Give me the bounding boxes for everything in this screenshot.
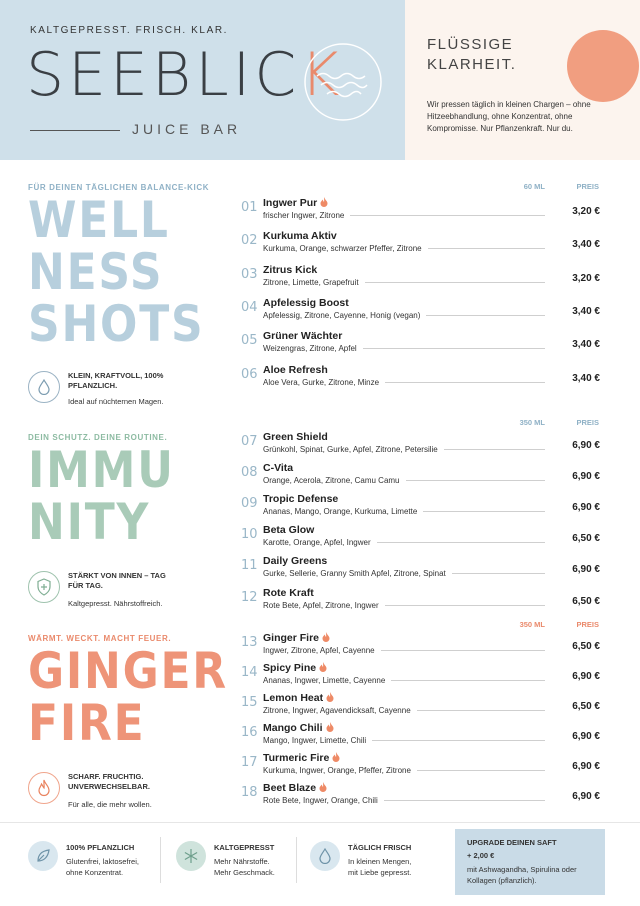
item-name: Apfelessig Boost [263, 296, 349, 309]
dot-leader [417, 710, 545, 711]
dot-leader [385, 605, 545, 606]
footer-item-title: 100% PFLANZLICH [66, 843, 135, 852]
dot-leader [452, 573, 545, 574]
item-ingredients: Aloe Vera, Gurke, Zitrone, Minze [263, 377, 380, 387]
footer-item-title: KALTGEPRESST [214, 843, 275, 852]
flame-icon [320, 197, 328, 207]
item-price: 6,90 € [572, 564, 600, 576]
item-ingredients: Ananas, Mango, Orange, Kurkuma, Limette [263, 507, 418, 517]
item-ingredients: Rote Bete, Ingwer, Orange, Chili [263, 796, 378, 805]
flame-icon [326, 692, 334, 702]
item-ingredients: Orange, Acerola, Zitrone, Camu Camu [263, 476, 400, 486]
item-price: 6,90 € [572, 731, 600, 742]
size-header: 350 ML [519, 620, 545, 629]
drop-icon [28, 371, 60, 403]
ginger-title-line: FIRE [28, 694, 146, 752]
item-name: Rote Kraft [263, 586, 314, 599]
item-number: 17 [241, 755, 258, 770]
price-header: PREIS [576, 182, 599, 191]
footer-item-text: Glutenfrei, laktosefrei, ohne Konzentrat. [66, 857, 139, 877]
ginger-title [28, 642, 228, 752]
item-name: Turmeric Fire [263, 752, 330, 764]
item-number: 10 [241, 527, 258, 543]
claim-line-2: KLARHEIT. [427, 56, 517, 73]
item-name: Beta Glow [263, 524, 315, 537]
item-name-wrap [263, 692, 334, 704]
menu-item [240, 587, 600, 617]
dot-leader [385, 382, 545, 383]
menu-item [240, 722, 600, 752]
size-header: 350 ML [519, 418, 545, 427]
item-name-wrap [263, 264, 317, 276]
header-banner [0, 0, 405, 160]
item-name: Ginger Fire [263, 632, 320, 644]
item-ingredients: Gurke, Sellerie, Granny Smith Apfel, Zitrone, Spinat [263, 569, 446, 579]
wellness-feature-title: KLEIN, KRAFTVOLL, 100% PFLANZLICH. [68, 371, 164, 390]
price-header: PREIS [576, 418, 599, 427]
wellness-kicker: FÜR DEINEN TÄGLICHEN BALANCE-KICK [28, 183, 210, 192]
upgrade-box [455, 829, 605, 895]
price-header: PREIS [576, 620, 599, 629]
item-ingredients: Zitrone, Limette, Grapefruit [263, 277, 359, 287]
item-number: 03 [241, 266, 258, 282]
menu-item [240, 752, 600, 782]
flame-icon [28, 772, 60, 804]
item-name-wrap [263, 197, 328, 209]
brand-main: SEEBLIC [26, 40, 301, 110]
divider [30, 130, 120, 131]
claim-panel [405, 0, 640, 160]
item-ingredients: Ingwer, Zitrone, Apfel, Cayenne [263, 646, 375, 655]
item-ingredients: Ananas, Ingwer, Limette, Cayenne [263, 676, 386, 685]
immunity-feature-sub: Kaltgepresst. Nährstoffreich. [68, 599, 163, 608]
immunity-kicker: DEIN SCHUTZ. DEINE ROUTINE. [28, 433, 168, 442]
item-name-wrap [263, 662, 327, 674]
footer [0, 822, 640, 906]
item-price: 3,40 € [572, 372, 600, 384]
item-name: Daily Greens [263, 555, 328, 568]
menu-item [240, 431, 600, 461]
brand-k: K [300, 40, 344, 110]
claim-line-1: FLÜSSIGE [427, 36, 514, 53]
item-name: Mango Chili [263, 722, 323, 734]
dot-leader [423, 511, 545, 512]
menu-item [240, 493, 600, 523]
claim-heading [427, 35, 516, 75]
flame-icon [322, 632, 330, 642]
item-ingredients: Grünkohl, Spinat, Gurke, Apfel, Zitrone, Petersilie [263, 445, 438, 454]
dot-leader [444, 449, 545, 450]
item-number: 02 [241, 233, 258, 249]
item-price: 3,40 € [572, 339, 600, 351]
item-price: 6,90 € [572, 671, 600, 682]
menu-item [240, 197, 600, 227]
wellness-title [28, 191, 205, 353]
footer-divider [160, 837, 161, 883]
item-number: 18 [241, 785, 258, 800]
menu-item [240, 364, 600, 394]
item-number: 04 [241, 299, 258, 315]
item-price: 3,20 € [572, 206, 600, 217]
item-ingredients: Rote Bete, Apfel, Zitrone, Ingwer [263, 600, 379, 610]
item-price: 6,50 € [572, 595, 600, 607]
item-number: 16 [241, 725, 258, 740]
flame-icon [326, 722, 334, 732]
flame-icon [319, 782, 327, 792]
dot-leader [391, 680, 545, 681]
menu-item [240, 632, 600, 662]
item-price: 6,90 € [572, 502, 600, 514]
wellness-title-line: NESS [28, 243, 164, 301]
item-number: 06 [241, 366, 258, 382]
immunity-title [28, 441, 175, 551]
menu-item [240, 230, 600, 260]
snowflake-icon [176, 841, 206, 871]
dot-leader [384, 800, 545, 801]
item-price: 6,90 € [572, 761, 600, 772]
flame-icon [319, 662, 327, 672]
item-price: 6,50 € [572, 701, 600, 712]
item-name: Beet Blaze [263, 782, 317, 794]
wellness-title-line: SHOTS [28, 295, 205, 353]
upgrade-text: mit Ashwagandha, Spirulina oder Kollagen (pflanzlich). [467, 865, 577, 885]
item-name: Lemon Heat [263, 692, 324, 704]
menu-item [240, 297, 600, 327]
item-number: 11 [241, 558, 258, 574]
dot-leader [381, 650, 545, 651]
item-name-wrap [263, 555, 327, 567]
size-header: 60 ML [523, 182, 545, 191]
immunity-section [28, 433, 195, 608]
menu-item [240, 330, 600, 360]
immunity-title-line: IMMU [28, 441, 175, 499]
item-ingredients: Kurkuma, Orange, schwarzer Pfeffer, Zitrone [263, 244, 422, 254]
item-name-wrap [263, 431, 328, 443]
item-price: 6,90 € [572, 440, 600, 451]
item-number: 09 [241, 496, 258, 512]
item-ingredients: Kurkuma, Ingwer, Orange, Pfeffer, Zitrone [263, 766, 411, 775]
item-name: Tropic Defense [263, 493, 339, 506]
menu-item [240, 662, 600, 692]
item-price: 3,40 € [572, 305, 600, 317]
item-name-wrap [263, 587, 314, 599]
item-number: 13 [241, 635, 258, 650]
item-name: Grüner Wächter [263, 330, 343, 343]
menu-item [240, 462, 600, 492]
ginger-title-line: GINGER [28, 642, 228, 700]
item-price: 6,50 € [572, 533, 600, 545]
item-number: 12 [241, 589, 258, 605]
immunity-title-line: NITY [28, 493, 151, 551]
ginger-kicker: WÄRMT. WECKT. MACHT FEUER. [28, 634, 172, 643]
item-number: 08 [241, 465, 258, 481]
claim-text: Wir pressen täglich in kleinen Chargen – ohne Hitzeebhandlung, ohne Konzentrat, ohne Kompromisse. Nur Pflanzenkraft. Nur du. [427, 100, 591, 133]
item-name: Zitrus Kick [263, 263, 318, 276]
item-name-wrap [263, 493, 338, 505]
item-name: Spicy Pine [263, 662, 317, 674]
item-name-wrap [263, 230, 337, 242]
item-name-wrap [263, 462, 293, 474]
menu-item [240, 264, 600, 294]
footer-item-text: In kleinen Mengen, mit Liebe gepresst. [348, 857, 412, 877]
item-name-wrap [263, 782, 327, 794]
footer-divider [296, 837, 297, 883]
shield-icon [28, 571, 60, 603]
item-name-wrap [263, 632, 330, 644]
dot-leader [363, 348, 545, 349]
brand-logo-text [26, 40, 344, 110]
item-price: 3,40 € [572, 239, 600, 251]
item-ingredients: Mango, Ingwer, Limette, Chili [263, 736, 367, 745]
leaf-icon [28, 841, 58, 871]
item-price: 6,90 € [572, 471, 600, 483]
wellness-feature-sub: Ideal auf nüchternen Magen. [68, 397, 164, 406]
item-number: 15 [241, 695, 258, 710]
item-ingredients: Weizengras, Zitrone, Apfel [263, 344, 357, 354]
drop-icon [310, 841, 340, 871]
item-ingredients: Apfelessig, Zitrone, Cayenne, Honig (vegan) [263, 310, 421, 320]
item-ingredients: Karotte, Orange, Apfel, Ingwer [263, 538, 371, 548]
dot-leader [365, 282, 545, 283]
item-name-wrap [263, 364, 328, 376]
sea-logo-icon [303, 42, 383, 122]
item-price: 6,90 € [572, 791, 600, 802]
item-number: 01 [241, 200, 258, 215]
item-name-wrap [263, 752, 340, 764]
item-number: 07 [241, 434, 258, 449]
item-name: C-Vita [263, 462, 294, 475]
upgrade-title: UPGRADE DEINEN SAFT [467, 838, 557, 847]
flame-icon [332, 752, 340, 762]
item-name: Green Shield [263, 431, 328, 443]
dot-leader [372, 740, 545, 741]
menu-item [240, 692, 600, 722]
dot-leader [426, 315, 545, 316]
dot-leader [428, 248, 545, 249]
item-name: Ingwer Pur [263, 197, 318, 209]
ginger-feature-title: SCHARF. FRUCHTIG. UNVERWECHSELBAR. [68, 772, 150, 791]
item-ingredients: Zitrone, Ingwer, Agavendicksaft, Cayenne [263, 706, 411, 715]
brand-subtitle: JUICE BAR [132, 121, 242, 137]
item-name: Kurkuma Aktiv [263, 230, 337, 243]
menu-item [240, 782, 600, 812]
item-name-wrap [263, 297, 349, 309]
wellness-section [28, 183, 228, 406]
item-name-wrap [263, 330, 342, 342]
ginger-feature-sub: Für alle, die mehr wollen. [68, 800, 152, 809]
item-name: Aloe Refresh [263, 363, 328, 376]
dot-leader [417, 770, 545, 771]
item-name-wrap [263, 524, 314, 536]
menu-item [240, 555, 600, 585]
tagline: KALTGEPRESST. FRISCH. KLAR. [30, 25, 229, 36]
dot-leader [406, 480, 545, 481]
item-number: 14 [241, 665, 258, 680]
immunity-feature-title: STÄRKT VON INNEN – TAG FÜR TAG. [68, 571, 166, 590]
footer-item-title: TÄGLICH FRISCH [348, 843, 412, 852]
item-price: 6,50 € [572, 641, 600, 652]
dot-leader [350, 215, 545, 216]
item-price: 3,20 € [572, 272, 600, 284]
wellness-title-line: WELL [28, 191, 170, 249]
sun-decoration [567, 30, 639, 102]
dot-leader [377, 542, 545, 543]
footer-item-text: Mehr Nährstoffe. Mehr Geschmack. [214, 857, 275, 877]
item-ingredients: frischer Ingwer, Zitrone [263, 211, 345, 220]
menu-item [240, 524, 600, 554]
item-number: 05 [241, 333, 258, 349]
upgrade-price: + 2,00 € [467, 851, 495, 860]
item-name-wrap [263, 722, 334, 734]
